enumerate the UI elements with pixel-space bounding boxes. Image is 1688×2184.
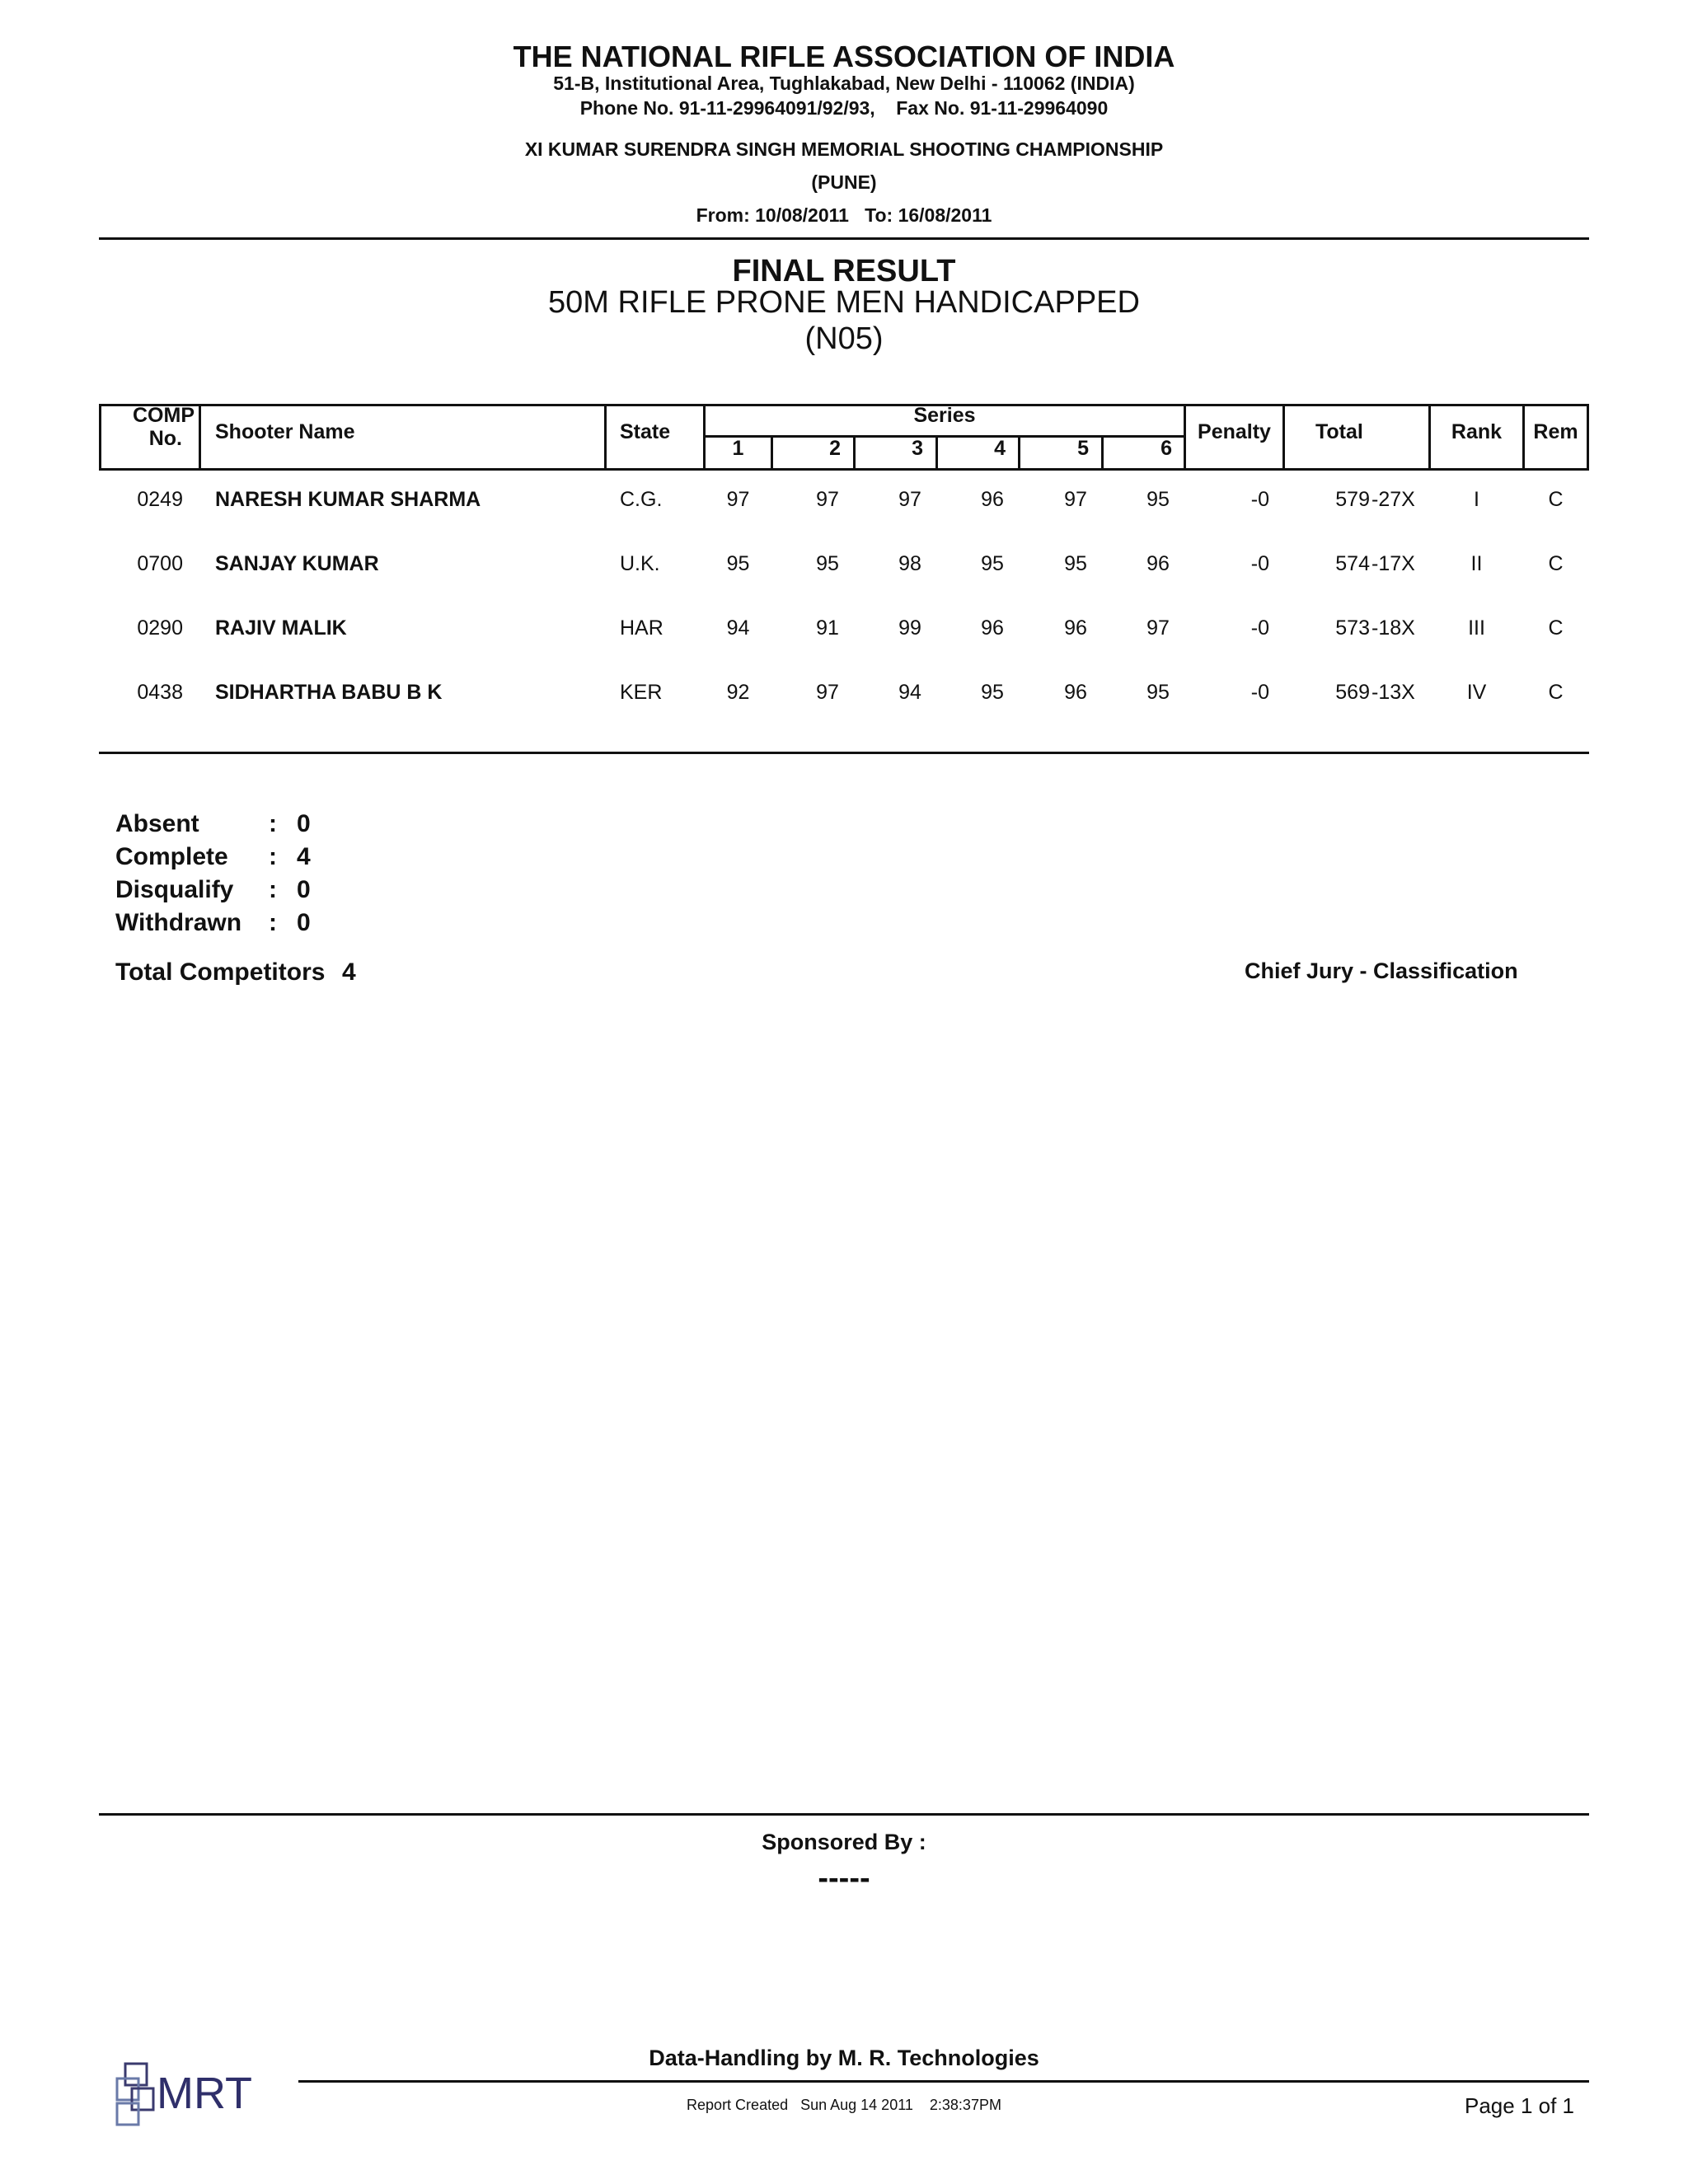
organization-name: THE NATIONAL RIFLE ASSOCIATION OF INDIA — [513, 40, 1175, 73]
row-penalty: -0 — [1250, 616, 1269, 640]
col-divider — [1587, 404, 1589, 471]
row-comp-no: 0290 — [137, 616, 183, 640]
header-state: State — [620, 420, 671, 443]
row-shooter-name: SANJAY KUMAR — [215, 552, 379, 575]
row-series-1: 94 — [726, 616, 750, 640]
mrt-logo-mark — [115, 2060, 280, 2126]
header-series-5: 5 — [1077, 437, 1089, 460]
chief-jury-label: Chief Jury - Classification — [1245, 958, 1518, 983]
row-comp-no: 0249 — [137, 488, 183, 511]
report-created-timestamp: Report Created Sun Aug 14 2011 2:38:37PM — [687, 2097, 1001, 2113]
col-divider — [99, 404, 101, 471]
row-series-6: 96 — [1146, 552, 1170, 575]
header-series-1: 1 — [732, 437, 744, 460]
complete-value: 4 — [297, 843, 311, 870]
header-shooter-name: Shooter Name — [215, 420, 355, 443]
row-series-6: 97 — [1146, 616, 1170, 640]
disqualify-value: 0 — [297, 876, 311, 903]
total-competitors-value: 4 — [342, 958, 356, 986]
data-handling-credit: Data-Handling by M. R. Technologies — [649, 2046, 1039, 2070]
row-total: 569 — [1335, 681, 1370, 704]
row-total: 574 — [1335, 552, 1370, 575]
row-shooter-name: SIDHARTHA BABU B K — [215, 681, 443, 704]
row-rank: I — [1474, 488, 1479, 511]
row-rank: IV — [1466, 681, 1487, 704]
withdrawn-value: 0 — [297, 909, 311, 936]
header-rank: Rank — [1451, 420, 1503, 443]
row-series-6: 95 — [1146, 488, 1170, 511]
organization-address: 51-B, Institutional Area, Tughlakabad, New Delhi - 110062 (INDIA) — [553, 73, 1135, 94]
row-shooter-name: RAJIV MALIK — [215, 616, 347, 640]
absent-colon: : — [269, 810, 277, 837]
row-comp-no: 0438 — [137, 681, 183, 704]
row-comp-no: 0700 — [137, 552, 183, 575]
row-series-5: 96 — [1064, 616, 1087, 640]
withdrawn-colon: : — [269, 909, 277, 936]
row-series-4: 95 — [981, 681, 1004, 704]
header-series: Series — [913, 404, 976, 427]
result-title: FINAL RESULT — [732, 254, 956, 288]
row-series-3: 94 — [898, 681, 921, 704]
col-divider — [1282, 404, 1285, 471]
row-x-count: -18X — [1372, 616, 1415, 640]
row-series-5: 96 — [1064, 681, 1087, 704]
withdrawn-label: Withdrawn — [115, 909, 242, 936]
row-rem: C — [1548, 488, 1564, 511]
row-penalty: -0 — [1250, 488, 1269, 511]
col-divider — [199, 404, 201, 471]
table-bottom-divider — [99, 752, 1589, 754]
championship-name: XI KUMAR SURENDRA SINGH MEMORIAL SHOOTING CHAMPIONSHIP — [524, 138, 1164, 160]
row-series-2: 95 — [816, 552, 839, 575]
row-series-5: 97 — [1064, 488, 1087, 511]
row-series-4: 95 — [981, 552, 1004, 575]
disqualify-colon: : — [269, 876, 277, 903]
row-penalty: -0 — [1250, 681, 1269, 704]
row-x-count: -17X — [1372, 552, 1415, 575]
event-code: (N05) — [804, 321, 884, 356]
row-series-1: 95 — [726, 552, 750, 575]
footer-divider — [99, 1813, 1589, 1816]
table-header-bottom-line — [99, 468, 1589, 471]
header-total: Total — [1315, 420, 1363, 443]
row-x-count: -27X — [1372, 488, 1415, 511]
championship-city: (PUNE) — [811, 171, 877, 193]
header-series-6: 6 — [1160, 437, 1172, 460]
row-state: KER — [620, 681, 663, 704]
footer-bottom-divider — [298, 2080, 1589, 2083]
row-series-4: 96 — [981, 616, 1004, 640]
row-series-5: 95 — [1064, 552, 1087, 575]
row-state: U.K. — [620, 552, 660, 575]
absent-value: 0 — [297, 810, 311, 837]
event-name: 50M RIFLE PRONE MEN HANDICAPPED — [548, 285, 1140, 320]
row-state: C.G. — [620, 488, 663, 511]
row-state: HAR — [620, 616, 663, 640]
header-rem: Rem — [1533, 420, 1578, 443]
row-rem: C — [1548, 616, 1564, 640]
row-total: 579 — [1335, 488, 1370, 511]
disqualify-label: Disqualify — [115, 876, 234, 903]
complete-colon: : — [269, 843, 277, 870]
row-series-1: 92 — [726, 681, 750, 704]
header-divider — [99, 237, 1589, 240]
championship-dates: From: 10/08/2011 To: 16/08/2011 — [696, 204, 992, 226]
header-comp: COMP — [133, 404, 195, 427]
mrt-logo-text: MRT — [157, 2069, 252, 2118]
row-series-2: 97 — [816, 681, 839, 704]
page-number: Page 1 of 1 — [1465, 2093, 1574, 2118]
row-x-count: -13X — [1372, 681, 1415, 704]
row-total: 573 — [1335, 616, 1370, 640]
header-series-2: 2 — [829, 437, 841, 460]
row-series-1: 97 — [726, 488, 750, 511]
header-no: No. — [148, 427, 182, 450]
mrt-logo — [115, 2060, 280, 2126]
absent-label: Absent — [115, 810, 199, 837]
row-rank: III — [1468, 616, 1485, 640]
header-penalty: Penalty — [1198, 420, 1271, 443]
row-series-3: 97 — [898, 488, 921, 511]
row-rem: C — [1548, 552, 1564, 575]
col-divider — [604, 404, 607, 471]
sponsor-placeholder: ----- — [818, 1861, 870, 1896]
row-penalty: -0 — [1250, 552, 1269, 575]
sponsored-by-label: Sponsored By : — [762, 1830, 926, 1854]
row-series-3: 98 — [898, 552, 921, 575]
row-shooter-name: NARESH KUMAR SHARMA — [215, 488, 481, 511]
complete-label: Complete — [115, 843, 228, 870]
header-series-3: 3 — [912, 437, 923, 460]
row-rem: C — [1548, 681, 1564, 704]
row-series-4: 96 — [981, 488, 1004, 511]
row-series-3: 99 — [898, 616, 921, 640]
total-competitors-label: Total Competitors — [115, 958, 326, 986]
row-series-2: 97 — [816, 488, 839, 511]
row-series-2: 91 — [816, 616, 839, 640]
row-series-6: 95 — [1146, 681, 1170, 704]
row-rank: II — [1470, 552, 1483, 575]
organization-phone: Phone No. 91-11-29964091/92/93, Fax No. 91-11-29964090 — [579, 97, 1109, 119]
header-series-4: 4 — [994, 437, 1006, 460]
